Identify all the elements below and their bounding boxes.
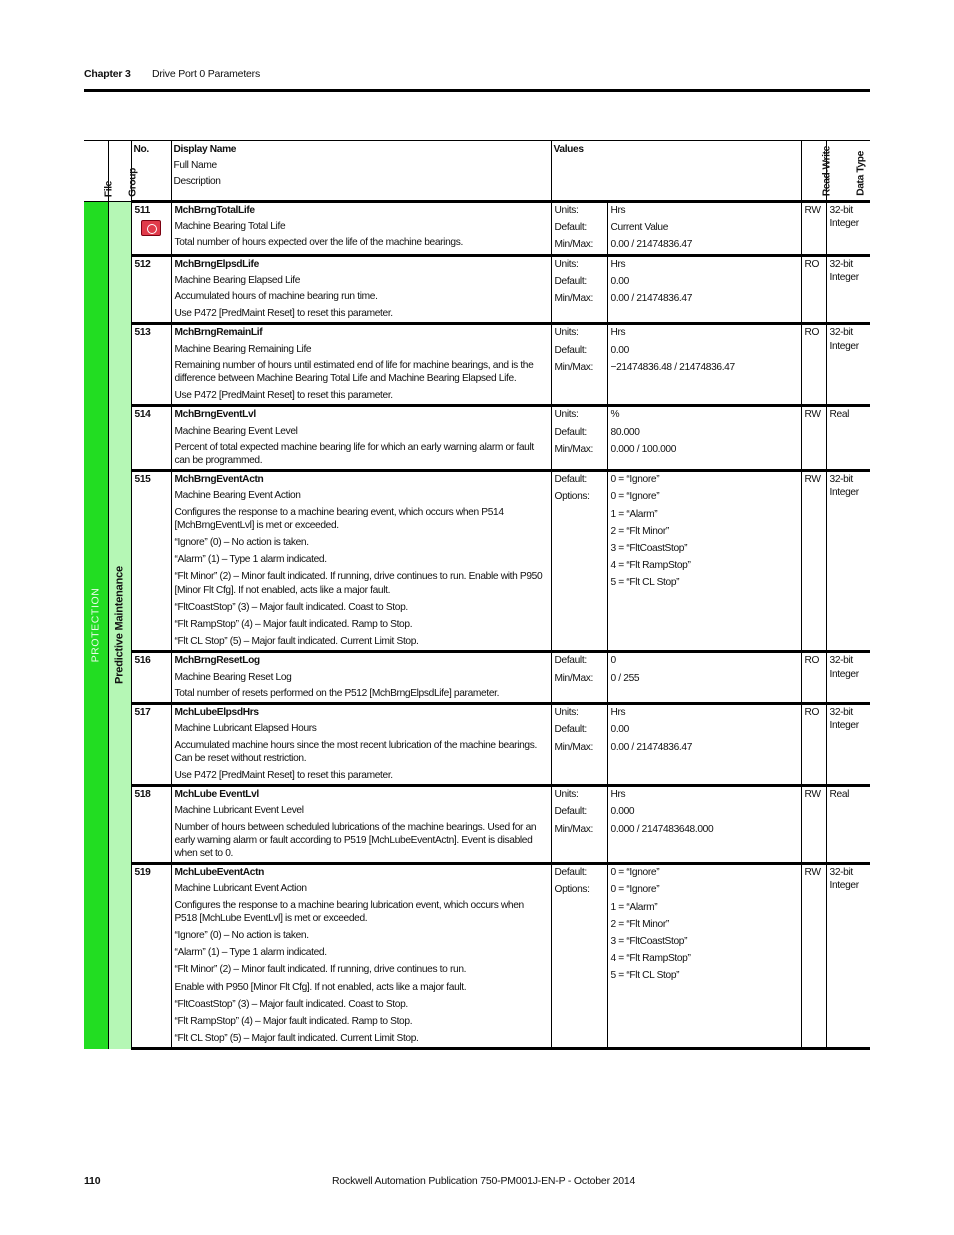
param-description: Configures the response to a machine bearing event, which occurs when P514 [MchBrngEventLvl] is met or exceeded. — [174, 506, 504, 531]
param-name-cell — [171, 202, 551, 256]
value-values — [607, 786, 801, 864]
param-number: 514 — [131, 406, 171, 471]
group-label: Predictive Maintenance — [112, 566, 125, 685]
read-write: RO — [801, 652, 826, 704]
data-type: 32-bit Integer — [826, 255, 870, 324]
param-full-name: Machine Lubricant Event Level — [174, 805, 304, 817]
param-full-name: Machine Lubricant Event Action — [174, 883, 307, 895]
value-label: Min/Max: — [554, 443, 594, 455]
param-description: “Alarm” (1) – Type 1 alarm indicated. — [174, 947, 327, 959]
param-display-name: MchBrngRemainLif — [174, 327, 263, 339]
value-item: 0.000 — [610, 806, 635, 818]
stop-circle-icon — [141, 220, 161, 236]
value-label: Units: — [554, 789, 579, 801]
table-header-row — [84, 141, 870, 202]
param-name-cell — [171, 406, 551, 471]
table-row — [84, 406, 870, 471]
table-row — [84, 786, 870, 864]
value-item: Hrs — [610, 707, 626, 719]
param-description: “Flt CL Stop” (5) – Major fault indicated. Current Limit Stop. — [174, 636, 419, 648]
table-row — [84, 202, 870, 256]
value-item: 0 = “Ignore” — [610, 884, 660, 896]
value-label: Default: — [554, 222, 587, 234]
value-item: −21474836.48 / 21474836.47 — [610, 361, 735, 373]
value-item: 3 = “FltCoastStop” — [610, 543, 688, 555]
read-write: RO — [801, 255, 826, 324]
value-item: 4 = “Flt RampStop” — [610, 560, 691, 572]
value-item: 0.000 / 100.000 — [610, 443, 677, 455]
value-label: Default: — [554, 867, 587, 879]
value-label: Min/Max: — [554, 293, 594, 305]
value-label: Min/Max: — [554, 672, 594, 684]
value-labels — [551, 202, 607, 256]
value-item: 5 = “Flt CL Stop” — [610, 970, 680, 982]
page-header — [84, 66, 870, 92]
value-item: Hrs — [610, 205, 626, 216]
param-description: “Ignore” (0) – No action is taken. — [174, 929, 309, 941]
param-display-name: MchBrngEventActn — [174, 474, 264, 486]
value-values — [607, 652, 801, 704]
param-description: “Alarm” (1) – Type 1 alarm indicated. — [174, 554, 327, 566]
value-labels — [551, 864, 607, 1049]
param-number: 516 — [131, 652, 171, 704]
value-item: 2 = “Flt Minor” — [610, 918, 669, 930]
param-description: Total number of hours expected over the life of the machine bearings. — [174, 237, 463, 249]
header-file: File — [84, 141, 108, 202]
read-write: RW — [801, 406, 826, 471]
value-values — [607, 704, 801, 786]
read-write: RW — [801, 786, 826, 864]
value-item: 0.00 — [610, 724, 629, 736]
param-display-name: MchBrngEventLvl — [174, 409, 256, 421]
value-item: 0.00 / 21474836.47 — [610, 239, 693, 251]
parameter-table — [84, 140, 870, 1050]
param-description: “FltCoastStop” (3) – Major fault indicated. Coast to Stop. — [174, 998, 408, 1010]
value-values — [607, 864, 801, 1049]
value-label: Default: — [554, 724, 587, 736]
value-item: 0 = “Ignore” — [610, 474, 660, 486]
header-values: Values — [551, 141, 801, 202]
param-display-name: MchLube EventLvl — [174, 789, 259, 801]
value-labels — [551, 471, 607, 652]
value-labels — [551, 786, 607, 864]
table-row — [84, 652, 870, 704]
value-item: 2 = “Flt Minor” — [610, 525, 669, 537]
value-label: Units: — [554, 327, 579, 339]
param-description: “Flt RampStop” (4) – Major fault indicated. Ramp to Stop. — [174, 619, 413, 631]
data-type: 32-bit Integer — [826, 202, 870, 256]
value-labels — [551, 652, 607, 704]
value-item: 0.00 / 21474836.47 — [610, 741, 693, 753]
header-no: No. — [131, 141, 171, 202]
data-type: 32-bit Integer — [826, 652, 870, 704]
value-label: Units: — [554, 205, 579, 216]
param-display-name: MchBrngElpsdLife — [174, 258, 259, 270]
param-display-name: MchLubeElpsdHrs — [174, 707, 259, 719]
param-description: Accumulated hours of machine bearing run time. — [174, 291, 378, 303]
param-description: Configures the response to a machine bearing lubrication event, which occurs when P518 [MchLube EventLvl] is met or exceeded. — [174, 899, 524, 924]
param-description: Remaining number of hours until estimated end of life for machine bearings, and is the difference between Machine Bearing Total Life and Machine Bearing Elapsed Life. — [174, 359, 534, 385]
value-label: Units: — [554, 258, 579, 270]
value-item: % — [610, 409, 620, 421]
publication-info: Rockwell Automation Publication 750-PM001J-EN-P - October 2014 — [332, 1175, 636, 1187]
value-item: 0 = “Ignore” — [610, 491, 660, 503]
value-item: 0.00 — [610, 275, 629, 287]
param-description: Enable with P950 [Minor Flt Cfg]. If not enabled, acts like a major fault. — [174, 981, 467, 993]
param-description: “Flt Minor” (2) – Minor fault indicated. If running, drive continues to run. Enable with P950 [Minor Flt Cfg]. If not enabled, acts like a major fault. — [174, 571, 543, 596]
value-item: 0 / 255 — [610, 672, 640, 684]
value-label: Min/Max: — [554, 823, 594, 835]
value-label: Min/Max: — [554, 741, 594, 753]
value-values — [607, 324, 801, 406]
table-row — [84, 471, 870, 652]
value-item: 0.00 / 21474836.47 — [610, 293, 693, 305]
value-item: 80.000 — [610, 426, 640, 438]
value-item: 5 = “Flt CL Stop” — [610, 577, 680, 589]
value-item: 0.00 — [610, 344, 629, 356]
data-type: 32-bit Integer — [826, 471, 870, 652]
value-values — [607, 471, 801, 652]
group-band — [108, 202, 131, 1049]
value-item: 1 = “Alarm” — [610, 901, 658, 913]
table-row — [84, 704, 870, 786]
chapter-label: Chapter 3 — [84, 68, 131, 80]
data-type: 32-bit Integer — [826, 324, 870, 406]
param-number: 511 — [131, 202, 171, 256]
param-description: Use P472 [PredMaint Reset] to reset this parameter. — [174, 769, 393, 781]
table-row — [84, 324, 870, 406]
param-name-cell — [171, 786, 551, 864]
read-write: RO — [801, 324, 826, 406]
value-item: 0 = “Ignore” — [610, 867, 660, 879]
param-full-name: Machine Bearing Total Life — [174, 221, 286, 233]
param-description: Use P472 [PredMaint Reset] to reset this parameter. — [174, 390, 393, 402]
param-description: “Flt CL Stop” (5) – Major fault indicated. Current Limit Stop. — [174, 1033, 419, 1045]
param-name-cell — [171, 471, 551, 652]
param-number: 515 — [131, 471, 171, 652]
value-label: Default: — [554, 655, 587, 667]
param-full-name: Machine Bearing Elapsed Life — [174, 274, 301, 286]
param-name-cell — [171, 704, 551, 786]
table-row — [84, 864, 870, 1049]
param-number: 513 — [131, 324, 171, 406]
read-write: RO — [801, 704, 826, 786]
section-title: Drive Port 0 Parameters — [152, 68, 261, 80]
value-label: Min/Max: — [554, 239, 594, 251]
file-label: PROTECTION — [89, 588, 102, 663]
value-labels — [551, 324, 607, 406]
param-name-cell — [171, 324, 551, 406]
value-label: Default: — [554, 344, 587, 356]
header-group: Group — [108, 141, 131, 202]
value-label: Default: — [554, 806, 587, 818]
param-description: Use P472 [PredMaint Reset] to reset this parameter. — [174, 308, 393, 320]
value-item: Hrs — [610, 789, 626, 801]
param-name-cell — [171, 864, 551, 1049]
read-write: RW — [801, 202, 826, 256]
value-label: Options: — [554, 491, 590, 503]
data-type: 32-bit Integer — [826, 704, 870, 786]
value-item: 3 = “FltCoastStop” — [610, 935, 688, 947]
value-label: Default: — [554, 474, 587, 486]
param-display-name: MchLubeEventActn — [174, 867, 264, 879]
param-number: 512 — [131, 255, 171, 324]
header-read-write: Read-Write — [801, 141, 826, 202]
header-display-name: Display Name Full Name Description — [171, 141, 551, 202]
value-item: 0 — [610, 655, 616, 667]
param-description: Number of hours between scheduled lubrications of the machine bearings. Used for an early warning alarm or fault according to P519 [MchLubeEventActn]. Event is disabled when set to 0. — [174, 821, 537, 859]
param-full-name: Machine Bearing Event Action — [174, 490, 301, 502]
param-description: “Ignore” (0) – No action is taken. — [174, 537, 309, 549]
value-labels — [551, 704, 607, 786]
param-full-name: Machine Bearing Event Level — [174, 425, 298, 437]
param-description: “FltCoastStop” (3) – Major fault indicated. Coast to Stop. — [174, 601, 408, 613]
table-row — [84, 255, 870, 324]
value-label: Units: — [554, 409, 579, 421]
value-label: Units: — [554, 707, 579, 719]
value-values — [607, 202, 801, 256]
read-write: RW — [801, 471, 826, 652]
value-item: 1 = “Alarm” — [610, 508, 658, 520]
value-item: Hrs — [610, 258, 626, 270]
read-write: RW — [801, 864, 826, 1049]
param-display-name: MchBrngResetLog — [174, 655, 260, 667]
value-values — [607, 255, 801, 324]
value-label: Default: — [554, 275, 587, 287]
param-name-cell — [171, 652, 551, 704]
param-description: “Flt Minor” (2) – Minor fault indicated. If running, drive continues to run. — [174, 964, 467, 976]
value-item: Current Value — [610, 222, 669, 234]
header-data-type: Data Type — [826, 141, 870, 202]
value-item: 0.000 / 2147483648.000 — [610, 823, 714, 835]
value-label: Default: — [554, 426, 587, 438]
param-number: 519 — [131, 864, 171, 1049]
data-type: Real — [826, 406, 870, 471]
data-type: 32-bit Integer — [826, 864, 870, 1049]
param-description: Total number of resets performed on the P512 [MchBrngElpsdLife] parameter. — [174, 687, 500, 699]
data-type: Real — [826, 786, 870, 864]
file-band — [84, 202, 108, 1049]
value-item: Hrs — [610, 327, 626, 339]
param-number: 517 — [131, 704, 171, 786]
value-label: Options: — [554, 884, 590, 896]
param-full-name: Machine Lubricant Elapsed Hours — [174, 723, 317, 735]
param-name-cell — [171, 255, 551, 324]
param-full-name: Machine Bearing Remaining Life — [174, 343, 312, 355]
param-display-name: MchBrngTotalLife — [174, 205, 255, 216]
param-full-name: Machine Bearing Reset Log — [174, 671, 292, 683]
value-values — [607, 406, 801, 471]
value-label: Min/Max: — [554, 361, 594, 373]
value-labels — [551, 406, 607, 471]
value-labels — [551, 255, 607, 324]
param-description: “Flt RampStop” (4) – Major fault indicated. Ramp to Stop. — [174, 1015, 413, 1027]
param-description: Accumulated machine hours since the most recent lubrication of the machine bearings. Can be reset without restriction. — [174, 739, 537, 764]
param-number: 518 — [131, 786, 171, 864]
parameter-rows — [84, 202, 870, 1049]
value-item: 4 = “Flt RampStop” — [610, 953, 691, 965]
param-description: Percent of total expected machine bearing life for which an early warning alarm or fault can be programmed. — [174, 441, 534, 467]
page-number: 110 — [84, 1175, 101, 1187]
